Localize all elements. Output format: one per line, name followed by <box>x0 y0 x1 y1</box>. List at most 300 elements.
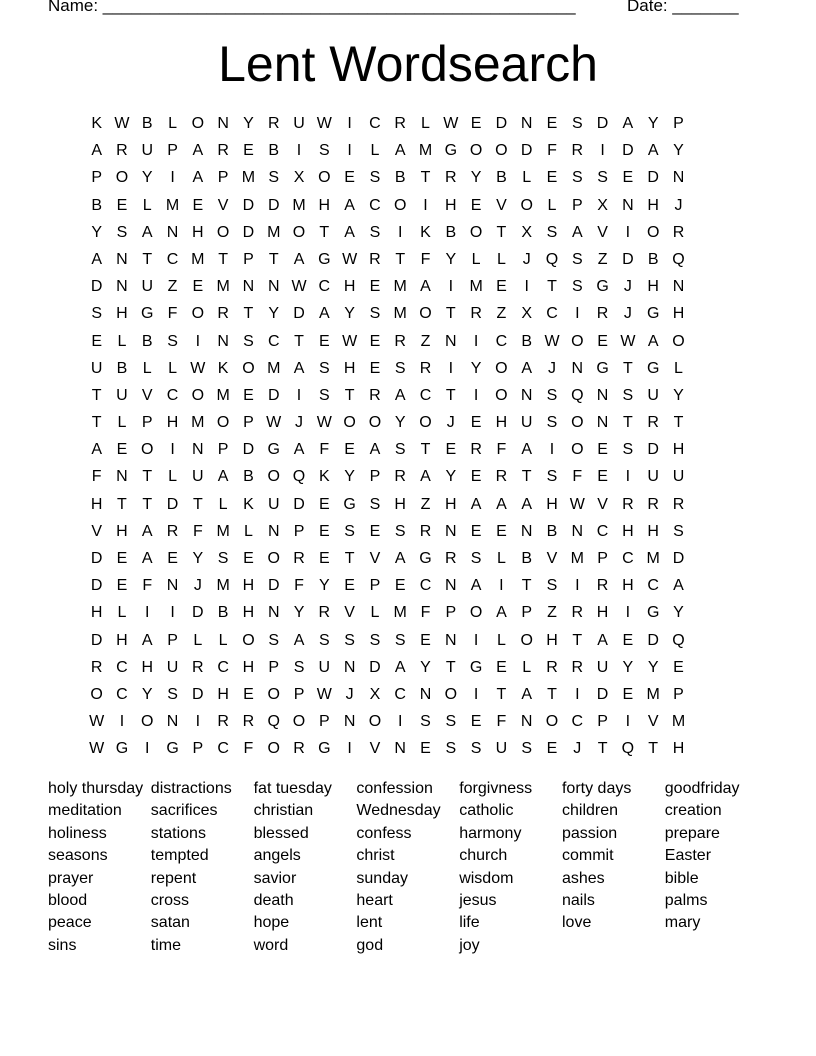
grid-letter: D <box>596 115 609 132</box>
grid-letter: C <box>116 685 128 703</box>
grid-letter: G <box>166 740 179 758</box>
grid-letter: S <box>369 223 381 241</box>
grid-letter: A <box>496 604 507 622</box>
grid-letter: E <box>369 278 381 296</box>
grid-letter: S <box>597 169 608 187</box>
word-list-item: hope <box>253 914 290 932</box>
grid-letter: H <box>622 522 634 540</box>
grid-letter: L <box>471 250 481 268</box>
grid-letter: Y <box>647 115 659 132</box>
grid-row <box>84 164 691 191</box>
grid-letter: L <box>496 631 506 649</box>
grid-letter: H <box>445 495 457 513</box>
grid-letter: S <box>318 142 330 160</box>
grid-letter: E <box>318 332 330 350</box>
grid-letter: P <box>192 740 204 758</box>
grid-letter: Y <box>344 468 355 486</box>
grid-letter: R <box>647 414 659 432</box>
grid-letter: A <box>293 631 305 649</box>
grid-letter: J <box>674 196 683 214</box>
word-list-item: passion <box>561 824 618 842</box>
grid-row <box>84 708 691 735</box>
grid-letter: E <box>445 441 457 459</box>
grid-letter: I <box>625 223 631 241</box>
grid-letter: A <box>192 142 204 160</box>
grid-letter: W <box>342 250 358 268</box>
grid-row <box>84 463 691 490</box>
grid-letter: O <box>571 332 584 350</box>
grid-letter: L <box>496 550 506 567</box>
grid-letter: R <box>293 740 305 758</box>
grid-letter: J <box>623 278 632 296</box>
grid-letter: R <box>369 250 381 268</box>
grid-letter: R <box>622 495 634 513</box>
grid-letter: E <box>470 196 482 214</box>
grid-letter: Y <box>141 169 153 187</box>
grid-letter: N <box>192 441 204 459</box>
grid-letter: R <box>672 495 685 513</box>
grid-letter: S <box>268 631 280 649</box>
grid-letter: L <box>370 142 380 160</box>
grid-letter: E <box>622 685 634 703</box>
word-list-item: prayer <box>48 869 94 887</box>
grid-letter: O <box>267 468 280 486</box>
grid-letter: C <box>267 332 280 350</box>
grid-letter: G <box>115 740 129 758</box>
grid-letter: J <box>573 740 582 758</box>
grid-letter: R <box>217 713 229 731</box>
grid-letter: J <box>547 359 556 377</box>
grid-letter: P <box>91 169 102 187</box>
grid-letter: N <box>267 522 280 540</box>
grid-letter: B <box>496 169 507 187</box>
grid-letter: Q <box>571 386 584 404</box>
grid-letter: F <box>243 740 254 758</box>
grid-letter: B <box>141 332 153 350</box>
grid-letter: E <box>470 414 482 432</box>
grid-letter: T <box>420 169 431 187</box>
grid-letter: L <box>168 115 177 132</box>
grid-letter: J <box>345 685 354 703</box>
grid-letter: P <box>243 250 254 268</box>
grid-letter: T <box>648 740 659 758</box>
word-list-item: children <box>561 802 619 820</box>
grid-letter: V <box>344 604 355 622</box>
grid-letter: F <box>319 441 330 459</box>
grid-letter: E <box>496 522 507 540</box>
grid-letter: T <box>496 223 507 241</box>
grid-letter: R <box>596 577 609 595</box>
grid-letter: S <box>344 631 355 649</box>
grid-letter: D <box>90 278 103 296</box>
grid-letter: B <box>647 250 659 268</box>
grid-letter: N <box>520 522 533 540</box>
grid-letter: E <box>546 740 558 758</box>
grid-letter: R <box>470 441 482 459</box>
grid-letter: G <box>646 359 660 377</box>
grid-letter: W <box>342 332 358 350</box>
grid-letter: F <box>496 441 507 459</box>
grid-letter: Z <box>547 604 557 622</box>
grid-letter: Q <box>292 468 306 486</box>
grid-letter: L <box>522 169 532 187</box>
grid-letter: Y <box>445 250 457 268</box>
grid-letter: T <box>420 441 431 459</box>
grid-letter: A <box>293 441 305 459</box>
grid-letter: J <box>623 305 632 323</box>
grid-letter: G <box>267 441 280 459</box>
grid-letter: L <box>117 332 127 350</box>
grid-letter: P <box>571 196 583 214</box>
word-list-item: church <box>459 847 508 865</box>
grid-letter: C <box>166 386 179 404</box>
grid-letter: V <box>647 713 659 731</box>
grid-letter: I <box>499 577 504 595</box>
grid-letter: R <box>571 142 584 160</box>
grid-letter: N <box>394 740 406 758</box>
grid-letter: E <box>597 468 608 486</box>
grid-letter: I <box>296 142 302 160</box>
grid-letter: P <box>369 468 381 486</box>
grid-letter: Y <box>622 658 634 676</box>
grid-letter: T <box>445 305 456 323</box>
grid-letter: P <box>445 604 457 622</box>
grid-letter: J <box>295 414 304 432</box>
grid-letter: U <box>141 278 154 296</box>
grid-letter: O <box>292 713 306 731</box>
word-list-item: wisdom <box>459 869 514 887</box>
grid-letter: E <box>344 169 355 187</box>
grid-letter: E <box>622 169 634 187</box>
grid-letter: Y <box>243 115 254 132</box>
grid-letter: M <box>418 142 433 160</box>
grid-letter: O <box>520 631 533 649</box>
grid-row <box>84 328 691 355</box>
grid-letter: A <box>394 658 406 676</box>
grid-letter: S <box>546 577 558 595</box>
grid-letter: S <box>344 522 355 540</box>
date-field[interactable]: Date: _______ <box>627 0 739 15</box>
grid-letter: S <box>394 522 406 540</box>
grid-letter: U <box>647 386 659 404</box>
grid-letter: H <box>116 522 128 540</box>
grid-letter: K <box>217 359 229 377</box>
grid-letter: Q <box>672 631 685 649</box>
grid-letter: R <box>116 142 128 160</box>
grid-letter: C <box>116 658 128 676</box>
grid-letter: O <box>318 169 331 187</box>
grid-letter: R <box>217 305 229 323</box>
grid-letter: I <box>575 577 580 595</box>
grid-row <box>84 137 691 164</box>
word-list-item: cross <box>150 891 190 909</box>
grid-letter: Z <box>597 250 608 268</box>
grid-letter: W <box>316 414 332 432</box>
word-list-item: forgivness <box>459 780 533 797</box>
grid-letter: S <box>167 332 178 350</box>
grid-letter: O <box>368 414 382 432</box>
grid-letter: W <box>89 740 105 758</box>
grid-letter: A <box>496 495 507 513</box>
grid-letter: L <box>168 468 177 486</box>
grid-letter: J <box>522 250 531 268</box>
grid-letter: S <box>622 441 634 459</box>
grid-letter: H <box>242 604 255 622</box>
grid-letter: L <box>117 414 127 432</box>
word-list-item: life <box>459 914 480 932</box>
grid-letter: H <box>672 740 685 758</box>
grid-letter: S <box>167 685 178 703</box>
grid-row <box>84 382 691 409</box>
word-list-item: repent <box>150 869 197 887</box>
grid-letter: H <box>242 577 255 595</box>
grid-letter: R <box>596 305 609 323</box>
grid-letter: M <box>191 250 205 268</box>
grid-letter: A <box>141 522 153 540</box>
grid-letter: L <box>674 359 683 377</box>
grid-letter: A <box>192 169 204 187</box>
grid-letter: S <box>293 658 305 676</box>
grid-letter: U <box>116 386 128 404</box>
word-list-item: stations <box>150 824 206 842</box>
grid-letter: R <box>369 386 381 404</box>
grid-letter: T <box>319 223 330 241</box>
word-list-item: savior <box>253 869 297 887</box>
grid-letter: S <box>369 305 381 323</box>
grid-letter: O <box>267 740 280 758</box>
grid-letter: L <box>168 359 177 377</box>
grid-letter: Z <box>167 278 178 296</box>
grid-letter: I <box>625 468 631 486</box>
grid-letter: T <box>521 577 532 595</box>
word-list-item: joy <box>459 936 480 954</box>
word-list-item: Wednesday <box>356 802 441 820</box>
grid-letter: O <box>571 414 584 432</box>
grid-letter: I <box>195 713 201 731</box>
grid-letter: A <box>344 223 355 241</box>
grid-letter: X <box>369 685 381 703</box>
grid-letter: D <box>647 631 659 649</box>
grid-letter: D <box>192 604 204 622</box>
grid-letter: S <box>268 169 280 187</box>
grid-letter: E <box>470 522 482 540</box>
grid-letter: R <box>445 169 457 187</box>
word-list-item: goodfriday <box>664 780 740 797</box>
grid-letter: R <box>445 550 457 567</box>
grid-letter: E <box>344 441 355 459</box>
grid-letter: B <box>546 522 558 540</box>
grid-letter: D <box>192 685 204 703</box>
grid-letter: A <box>344 196 355 214</box>
grid-letter: L <box>522 658 532 676</box>
grid-letter: S <box>571 250 583 268</box>
letter-grid <box>84 110 691 763</box>
grid-row <box>84 681 691 708</box>
grid-letter: O <box>469 223 483 241</box>
grid-letter: W <box>316 685 332 703</box>
grid-letter: V <box>546 550 558 567</box>
grid-letter: H <box>242 658 255 676</box>
grid-letter: I <box>170 169 175 187</box>
grid-letter: D <box>647 169 659 187</box>
word-list-item: christ <box>356 847 395 865</box>
grid-letter: O <box>469 142 483 160</box>
grid-letter: N <box>571 359 584 377</box>
grid-letter: R <box>546 658 558 676</box>
grid-letter: O <box>520 196 533 214</box>
name-field[interactable]: Name: __________________________________________________ <box>48 0 576 15</box>
grid-letter: S <box>571 278 583 296</box>
grid-letter: R <box>90 658 103 676</box>
grid-letter: M <box>267 223 281 241</box>
grid-letter: O <box>115 169 129 187</box>
grid-letter: O <box>343 414 356 432</box>
grid-letter: N <box>343 713 356 731</box>
grid-letter: T <box>142 250 153 268</box>
grid-letter: U <box>520 414 533 432</box>
word-list-item: distractions <box>150 780 232 797</box>
grid-letter: T <box>192 495 203 513</box>
grid-letter: A <box>394 386 406 404</box>
grid-letter: T <box>142 495 153 513</box>
grid-letter: W <box>443 115 459 132</box>
grid-letter: S <box>470 740 482 758</box>
grid-letter: B <box>521 332 533 350</box>
grid-letter: D <box>293 495 305 513</box>
grid-letter: G <box>318 740 331 758</box>
grid-letter: E <box>369 522 381 540</box>
grid-letter: T <box>572 631 583 649</box>
grid-letter: U <box>495 740 508 758</box>
grid-letter: E <box>344 577 355 595</box>
grid-letter: D <box>596 685 609 703</box>
word-list-item: holy thursday <box>48 780 144 797</box>
grid-letter: B <box>243 468 254 486</box>
grid-letter: D <box>90 631 103 649</box>
grid-letter: U <box>166 658 179 676</box>
grid-letter: S <box>470 550 482 567</box>
grid-letter: Y <box>268 305 280 323</box>
grid-letter: C <box>166 250 179 268</box>
grid-letter: O <box>242 631 255 649</box>
grid-letter: D <box>242 441 255 459</box>
grid-letter: A <box>141 550 153 567</box>
grid-letter: A <box>91 250 102 268</box>
grid-letter: U <box>647 468 659 486</box>
grid-letter: C <box>647 577 659 595</box>
grid-letter: C <box>495 332 508 350</box>
grid-row <box>84 436 691 463</box>
grid-letter: B <box>141 115 153 132</box>
grid-row <box>84 300 691 327</box>
grid-letter: S <box>243 332 254 350</box>
grid-letter: P <box>217 169 229 187</box>
grid-row <box>84 491 691 518</box>
grid-letter: F <box>167 305 178 323</box>
grid-letter: I <box>397 713 403 731</box>
grid-letter: E <box>243 142 254 160</box>
grid-letter: L <box>496 250 506 268</box>
word-list-item: heart <box>356 891 393 909</box>
grid-letter: G <box>469 658 483 676</box>
grid-letter: C <box>217 740 229 758</box>
grid-letter: O <box>495 142 508 160</box>
grid-letter: A <box>673 577 684 595</box>
grid-letter: B <box>217 604 229 622</box>
grid-letter: N <box>672 278 685 296</box>
grid-letter: L <box>193 631 203 649</box>
grid-letter: E <box>243 685 254 703</box>
grid-letter: H <box>116 631 128 649</box>
grid-letter: S <box>546 468 558 486</box>
grid-letter: D <box>267 386 280 404</box>
grid-letter: C <box>622 550 634 567</box>
grid-letter: D <box>369 658 381 676</box>
grid-letter: X <box>521 305 533 323</box>
grid-letter: G <box>318 250 331 268</box>
grid-letter: O <box>267 685 280 703</box>
grid-letter: U <box>293 115 305 132</box>
grid-letter: E <box>116 577 128 595</box>
grid-letter: H <box>445 196 457 214</box>
grid-letter: M <box>216 522 230 540</box>
grid-letter: U <box>141 142 154 160</box>
grid-letter: P <box>673 685 684 703</box>
grid-letter: N <box>520 386 533 404</box>
grid-letter: B <box>91 196 102 214</box>
grid-letter: P <box>369 577 381 595</box>
grid-letter: O <box>242 359 255 377</box>
grid-letter: I <box>145 740 150 758</box>
grid-letter: M <box>393 604 407 622</box>
grid-letter: E <box>116 550 128 567</box>
word-list-item: love <box>561 914 592 932</box>
grid-letter: R <box>394 332 406 350</box>
word-list-item: angels <box>253 847 301 865</box>
grid-letter: G <box>141 305 154 323</box>
grid-letter: I <box>170 604 175 622</box>
word-list-item: forty days <box>561 780 632 797</box>
grid-letter: A <box>521 495 533 513</box>
word-list-item: holiness <box>48 824 107 842</box>
word-list-item: time <box>150 936 182 954</box>
grid-letter: S <box>318 359 330 377</box>
grid-letter: I <box>347 115 352 132</box>
grid-letter: O <box>646 223 660 241</box>
word-list-item: sunday <box>356 869 408 887</box>
grid-letter: Y <box>470 359 482 377</box>
grid-letter: H <box>495 414 508 432</box>
grid-letter: E <box>496 658 507 676</box>
grid-letter: I <box>575 685 580 703</box>
grid-letter: T <box>597 740 608 758</box>
grid-letter: Y <box>318 577 330 595</box>
grid-letter: R <box>495 468 508 486</box>
grid-letter: M <box>191 414 205 432</box>
grid-letter: Y <box>673 386 684 404</box>
grid-letter: Y <box>394 414 406 432</box>
grid-letter: Y <box>470 169 482 187</box>
grid-letter: E <box>470 713 482 731</box>
grid-letter: E <box>597 441 608 459</box>
grid-letter: S <box>394 359 406 377</box>
grid-letter: S <box>318 386 330 404</box>
grid-letter: X <box>293 169 305 187</box>
grid-letter: S <box>521 740 533 758</box>
grid-letter: L <box>218 495 228 513</box>
grid-letter: B <box>521 550 533 567</box>
grid-letter: O <box>141 713 154 731</box>
